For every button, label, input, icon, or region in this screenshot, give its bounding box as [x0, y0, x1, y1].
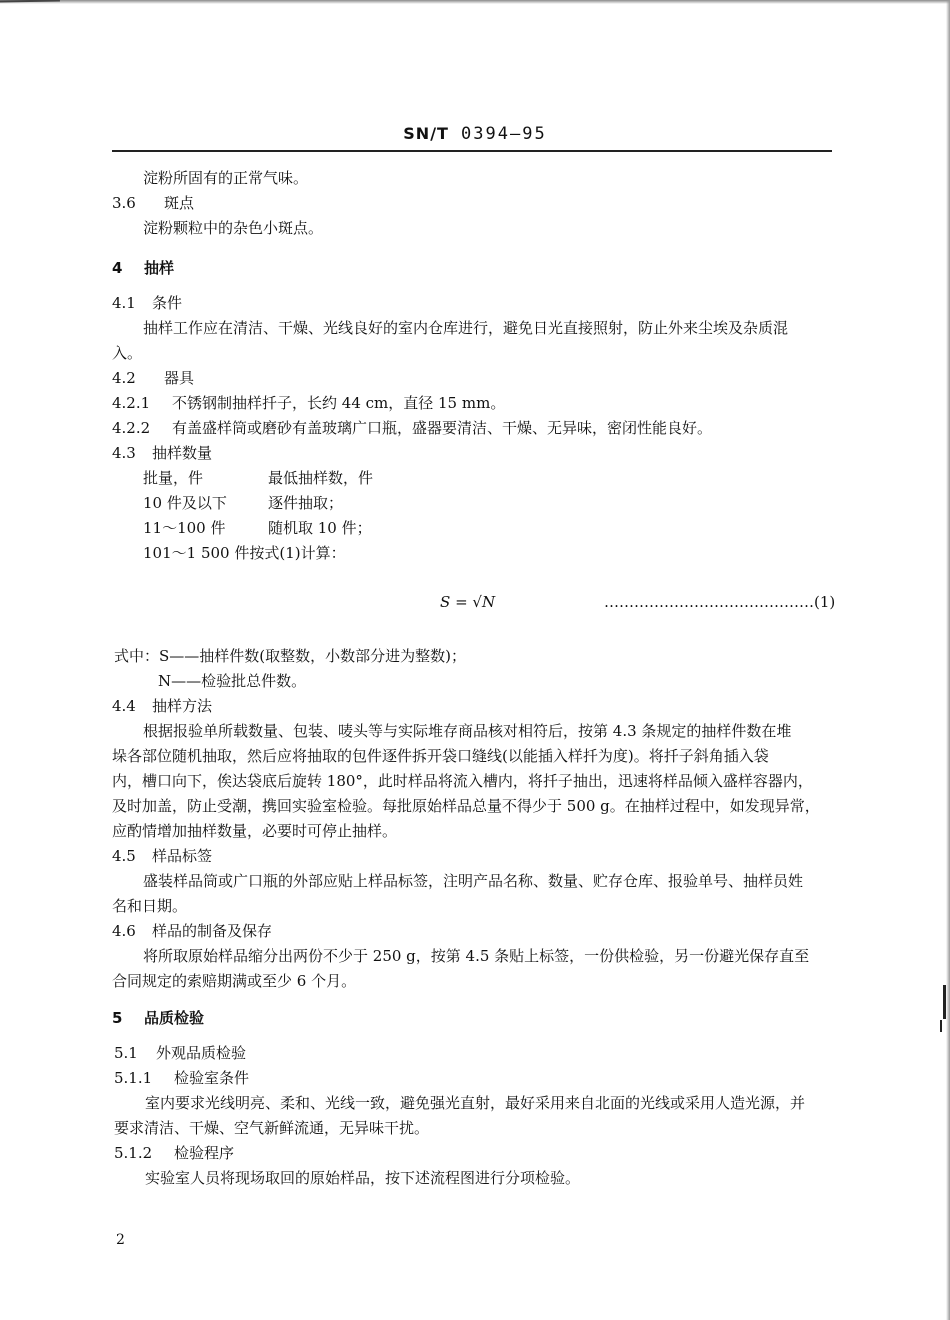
paragraph-line: 淀粉颗粒中的杂色小斑点。 — [143, 219, 324, 237]
formula-where-line: 式中：S——抽样件数(取整数，小数部分进为整数)； — [114, 647, 466, 665]
sampling-table-header-sample: 最低抽样数，件 — [268, 469, 374, 487]
section-4-3-heading — [112, 443, 212, 463]
section-title: 抽样 — [144, 259, 175, 277]
section-4-4-heading — [112, 696, 212, 716]
formula-where-line: N——检验批总件数。 — [158, 672, 307, 690]
paragraph-line: 室内要求光线明亮、柔和、光线一致，避免强光直射，最好采用来自北面的光线或采用人造光源，并 — [145, 1094, 806, 1112]
section-title: 条件 — [152, 294, 183, 312]
scan-artifact-mark — [943, 985, 946, 1019]
section-text: 不锈钢制抽样扦子，长约 44 cm，直径 15 mm。 — [172, 394, 506, 412]
sampling-table-row-batch: 11～100 件 — [143, 519, 226, 537]
sampling-table-last-row: 101～1 500 件按式(1)计算： — [143, 544, 346, 562]
formula-dots: …………………………………… — [604, 593, 814, 611]
section-number: 4.2.2 — [112, 419, 151, 437]
section-title: 检验程序 — [174, 1144, 235, 1162]
paragraph-line: 内，槽口向下，俟达袋底后旋转 180°，此时样品将流入槽内，将扦子抽出，迅速将样品倾入盛样容器内， — [112, 772, 813, 790]
section-text: 有盖盛样筒或磨砂有盖玻璃广口瓶，盛器要清洁、干燥、无异味，密闭性能良好。 — [172, 419, 713, 437]
section-title: 样品的制备及保存 — [152, 922, 273, 940]
section-number: 4.2.1 — [112, 394, 151, 412]
paragraph-line: 应酌情增加抽样数量，必要时可停止抽样。 — [112, 822, 398, 840]
paragraph-line: 垛各部位随机抽取，然后应将抽取的包件逐件拆开袋口缝线(以能插入样扦为度)。将扦子斜角插入袋 — [112, 747, 769, 765]
sampling-table-row-sample: 逐件抽取； — [268, 494, 344, 512]
section-title: 抽样方法 — [152, 697, 213, 715]
scan-edge-top — [0, 0, 950, 4]
document-header — [0, 124, 950, 144]
scan-artifact-mark — [940, 1020, 942, 1032]
formula-equals: = — [455, 593, 468, 611]
section-4-2-2 — [112, 418, 712, 438]
section-number: 4.1 — [112, 294, 136, 312]
section-number: 5.1.2 — [114, 1144, 153, 1162]
paragraph-line: 入。 — [112, 344, 143, 362]
header-rule — [112, 150, 832, 152]
section-4-1-heading — [112, 293, 182, 313]
section-number: 4.6 — [112, 922, 136, 940]
section-number: 5.1 — [114, 1044, 138, 1062]
section-number: 4.3 — [112, 444, 136, 462]
section-4-2-1 — [112, 393, 505, 413]
paragraph-line: 及时加盖，防止受潮，携回实验室检验。每批原始样品总量不得少于 500 g。在抽样过程中，如发现异常， — [112, 797, 820, 815]
section-title: 检验室条件 — [174, 1069, 250, 1087]
section-number: 3.6 — [112, 194, 136, 212]
sampling-table-row-sample: 随机取 10 件； — [268, 519, 372, 537]
section-5-1-heading — [114, 1043, 246, 1063]
section-number: 4.2 — [112, 369, 136, 387]
page-number: 2 — [116, 1232, 125, 1248]
scan-corner-mark — [0, 0, 60, 9]
standard-number: 0394—95 — [461, 124, 547, 144]
section-number: 4 — [112, 259, 123, 277]
formula-1 — [440, 593, 495, 611]
paragraph-line: 根据报验单所载数量、包装、唛头等与实际堆存商品核对相符后，按第 4.3 条规定的抽样件数在堆 — [143, 722, 792, 740]
paragraph-line: 要求清洁、干燥、空气新鲜流通，无异味干扰。 — [114, 1119, 430, 1137]
section-number: 4.5 — [112, 847, 136, 865]
scan-edge-right — [946, 0, 950, 1320]
section-title: 外观品质检验 — [156, 1044, 247, 1062]
section-4-2-heading — [112, 368, 194, 388]
section-title: 器具 — [164, 369, 195, 387]
section-5-1-1-heading — [114, 1068, 249, 1088]
section-number: 4.4 — [112, 697, 136, 715]
section-title: 样品标签 — [152, 847, 213, 865]
paragraph-line: 淀粉所固有的正常气味。 — [143, 169, 309, 187]
section-5-heading — [112, 1008, 204, 1028]
section-number: 5.1.1 — [114, 1069, 153, 1087]
section-number: 5 — [112, 1009, 123, 1027]
section-4-6-heading — [112, 921, 272, 941]
formula-lhs: S — [440, 593, 451, 611]
section-5-1-2-heading — [114, 1143, 234, 1163]
section-3-6-heading — [112, 193, 194, 213]
formula-rhs: √N — [472, 593, 496, 611]
paragraph-line: 实验室人员将现场取回的原始样品，按下述流程图进行分项检验。 — [145, 1169, 581, 1187]
formula-leader — [604, 593, 835, 611]
section-4-heading — [112, 258, 174, 278]
section-title: 抽样数量 — [152, 444, 213, 462]
paragraph-line: 抽样工作应在清洁、干燥、光线良好的室内仓库进行，避免日光直接照射，防止外来尘埃及杂质混 — [143, 319, 789, 337]
paragraph-line: 合同规定的索赔期满或至少 6 个月。 — [112, 972, 357, 990]
section-4-5-heading — [112, 846, 212, 866]
formula-label: (1) — [814, 593, 836, 611]
section-title: 品质检验 — [144, 1009, 205, 1027]
paragraph-line: 将所取原始样品缩分出两份不少于 250 g，按第 4.5 条贴上标签，一份供检验，另一份避光保存直至 — [143, 947, 810, 965]
paragraph-line: 盛装样品筒或广口瓶的外部应贴上样品标签，注明产品名称、数量、贮存仓库、报验单号、抽样员姓 — [143, 872, 804, 890]
sampling-table-row-batch: 10 件及以下 — [143, 494, 227, 512]
section-title: 斑点 — [164, 194, 195, 212]
standard-id: SN/T — [403, 124, 449, 143]
sampling-table-header-batch: 批量，件 — [143, 469, 204, 487]
paragraph-line: 名和日期。 — [112, 897, 188, 915]
